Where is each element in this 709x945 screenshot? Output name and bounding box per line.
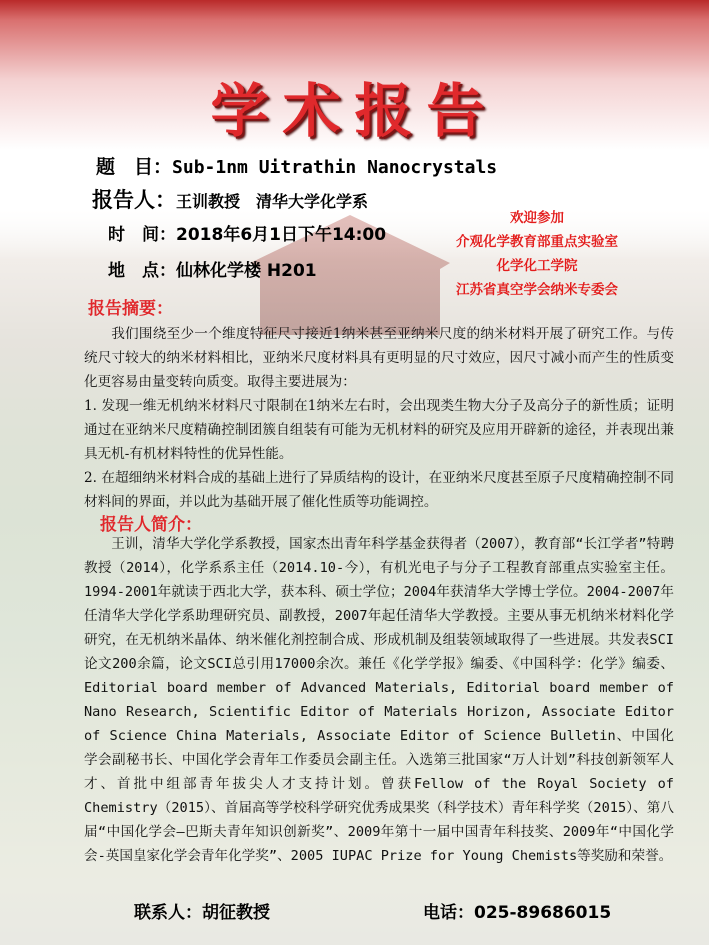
welcome-line: 介观化学教育部重点实验室: [456, 234, 618, 250]
contact-phone: [423, 898, 611, 923]
welcome-line: 欢迎参加: [510, 210, 564, 226]
bio-body: [84, 532, 674, 868]
topic-row: [96, 152, 497, 179]
place-label: 地 点：: [108, 261, 176, 281]
speaker-label: 报告人：: [92, 188, 176, 212]
topic-value: Sub-1nm Uitrathin Nanocrystals: [172, 157, 498, 178]
bio-heading: 报告人简介：: [100, 515, 202, 535]
abstract-point-1: 1. 发现一维无机纳米材料尺寸限制在1纳米左右时，会出现类生物大分子及高分子的新性质；证明通过在亚纳米尺度精确控制团簇自组装有可能为无机材料的研究及应用开辟新的途径，并表现出兼具无机-有机材料特性的优异性能。: [84, 398, 674, 462]
speaker-value: 王训教授 清华大学化学系: [176, 192, 369, 211]
topic-label: 题 目：: [96, 156, 173, 178]
poster-title: 学术报告: [210, 77, 499, 145]
contact-name: 胡征教授: [202, 903, 270, 923]
place-value: 仙林化学楼 H201: [176, 261, 317, 281]
welcome-organizers: [412, 206, 662, 302]
phone-number: 025-89686015: [474, 903, 612, 923]
contact-label: 联系人：: [134, 903, 202, 923]
time-value: 2018年6月1日下午14:00: [176, 225, 387, 245]
phone-label: 电话：: [423, 903, 474, 923]
speaker-row: [92, 184, 368, 214]
abstract-point-2: 2. 在超细纳米材料合成的基础上进行了异质结构的设计，在亚纳米尺度甚至原子尺度精确控制不同材料间的界面，并以此为基础开展了催化性质等功能调控。: [84, 470, 674, 510]
bio-text: 王训，清华大学化学系教授，国家杰出青年科学基金获得者（2007），教育部“长江学者”特聘教授（2014），化学系系主任（2014.10-今），有机光电子与分子工程教育部重点实验室主任。1994-2001年就读于西北大学，获本科、硕士学位；2004年获清华大学博士学位。2004-2007年任清华大学化学系助理研究员、副教授，2007年起任清华大学教授。主要从事无机纳米材料化学研究，在无机纳米晶体、纳米催化剂控制合成、形成机制及组装领域取得了一些进展。共发表SCI论文200余篇，论文SCI总引用17000余次。兼任《化学学报》编委、《中国科学：化学》编委、Editorial board member of Advanced Materials, Editorial board member of Nano Research, Scientific Editor of Materials Horizon, Associate Editor of Science China Materials, Associate Editor of Science Bulletin、中国化学会副秘书长、中国化学会青年工作委员会副主任。入选第三批国家“万人计划”科技创新领军人才、首批中组部青年拔尖人才支持计划。曾获Fellow of the Royal Society of Chemistry（2015）、首届高等学校科学研究优秀成果奖（科学技术）青年科学奖（2015）、第八届“中国化学会—巴斯夫青年知识创新奖”、2009年第十一届中国青年科技奖、2009年“中国化学会-英国皇家化学会青年化学奖”、2005 IUPAC Prize for Young Chemists等奖励和荣誉。: [84, 536, 674, 864]
place-row: [108, 256, 317, 281]
abstract-body: [84, 322, 674, 514]
welcome-line: 江苏省真空学会纳米专委会: [456, 282, 618, 298]
time-row: [108, 220, 386, 245]
abstract-heading: 报告摘要：: [88, 299, 173, 319]
contact-person: [134, 898, 270, 923]
welcome-line: 化学化工学院: [496, 258, 578, 274]
time-label: 时 间：: [108, 225, 176, 245]
abstract-intro: 我们围绕至少一个维度特征尺寸接近1纳米甚至亚纳米尺度的纳米材料开展了研究工作。与传统尺寸较大的纳米材料相比，亚纳米尺度材料具有更明显的尺寸效应，因尺寸减小而产生的性质变化更容易由量变转向质变。取得主要进展为：: [84, 326, 674, 390]
